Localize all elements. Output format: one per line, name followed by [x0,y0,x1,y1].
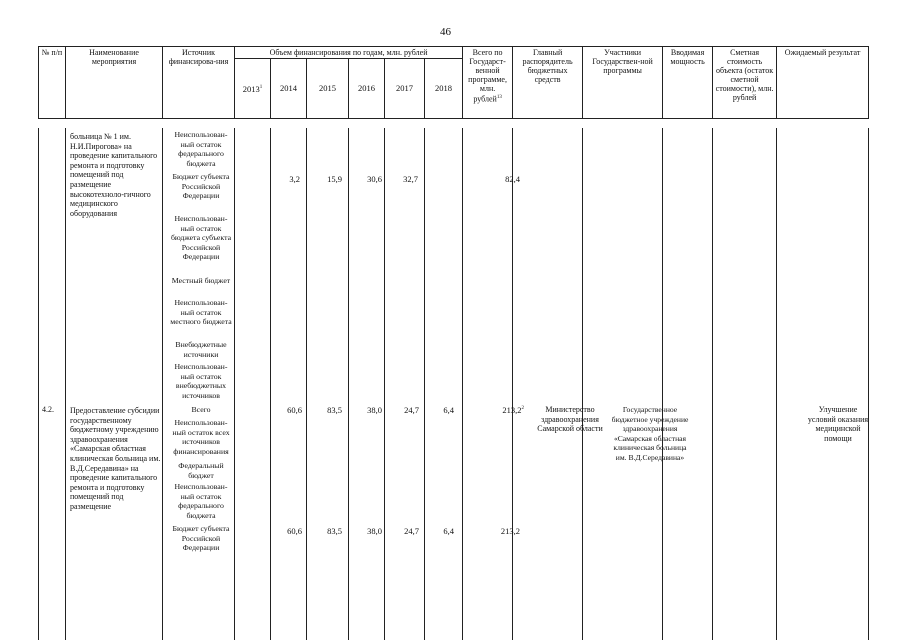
header-result: Ожидаемый результат [777,47,869,119]
row2-source-4: Неиспользован-ный остаток федерального бюджета [174,482,228,520]
header-capacity: Вводимая мощность [663,47,713,119]
row1-value-2014: 3,2 [289,174,300,184]
row1-value-2015: 15,9 [327,174,342,184]
row2-number: 4.2. [42,405,54,414]
row2-source-3: Федеральный бюджет [178,461,224,480]
row2-total: 213,2$^2$ [502,405,524,415]
row2-source-2: Неиспользован-ный остаток всех источников финансирования [172,418,230,456]
row1-name: больница № 1 им. Н.И.Пирогова» на проведение капитального ремонта и подготовку помещений под размещение высокотехноло-гичного медицинского оборудования [70,132,158,218]
row2-name: Предоставление субсидии государственному бюджетному учреждению здравоохранения «Самарская областная клиническая больница им. В.Д.Середавина» на проведение капитального ремонта и подготовку помещений под размещение [70,406,161,511]
header-year-2017: 2017 [385,59,425,119]
row1-source-2: Бюджет субъекта Российской Федерации [172,172,230,201]
header-manager: Главный распорядитель бюджетных средств [513,47,583,119]
row2-regional-2014: 60,6 [287,526,302,536]
header-finance: Объем финансирования по годам, млн. рублей [235,47,463,59]
header-year-2013: 2013$^1$ [235,59,271,119]
table-body-lines [38,128,868,640]
row2-total-2015: 83,5 [327,405,342,415]
row2-total-2018: 6,4 [443,405,454,415]
header-total: Всего по Государст-венной программе, млн. рублей$^{13}$ [463,47,513,119]
header-year-2015: 2015 [307,59,349,119]
row2-total-2014: 60,6 [287,405,302,415]
row1-source-6: Внебюджетные источники [175,340,227,359]
row1-source-4: Местный бюджет [171,276,231,285]
table-header [38,46,869,119]
row1-value-2016: 30,6 [367,174,382,184]
header-cost: Сметная стоимость объекта (остаток сметной стоимости), млн. рублей [713,47,777,119]
header-year-2014: 2014 [271,59,307,119]
row2-participant: Государственное бюджетное учреждение здравоохранения «Самарская областная клиническая больница им. В.Д.Середавина» [611,405,689,462]
header-num: № п/п [39,47,66,119]
row2-source-1: Всего [191,405,211,414]
row1-source-1: Неиспользован-ный остаток федерального бюджета [174,130,228,168]
header-name: Наименование мероприятия [66,47,163,119]
header-year-2018: 2018 [425,59,463,119]
row2-regional-total: 213,2 [500,526,520,536]
header-year-2016: 2016 [349,59,385,119]
row1-value-2017: 32,7 [403,174,418,184]
row2-source-5: Бюджет субъекта Российской Федерации [172,524,230,553]
row1-source-3: Неиспользован-ный остаток бюджета субъекта Российской Федерации [170,214,232,262]
row2-regional-2018: 6,4 [443,526,454,536]
row2-total-2016: 38,0 [367,405,382,415]
row2-result: Улучшение условий оказания медицинской помощи [807,405,869,443]
row2-regional-2015: 83,5 [327,526,342,536]
row1-source-7: Неиспользован-ный остаток внебюджетных источников [174,362,228,400]
row2-regional-2017: 24,7 [404,526,419,536]
row2-total-2017: 24,7 [404,405,419,415]
row2-regional-2016: 38,0 [367,526,382,536]
row2-manager: Министерство здравоохранения Самарской области [537,405,603,434]
page-number: 46 [440,26,451,38]
header-source: Источник финансирова-ния [163,47,235,119]
row1-total: 82,4 [505,174,520,184]
header-participants: Участники Государствен-ной программы [583,47,663,119]
row1-source-5: Неиспользован-ный остаток местного бюджета [170,298,232,327]
